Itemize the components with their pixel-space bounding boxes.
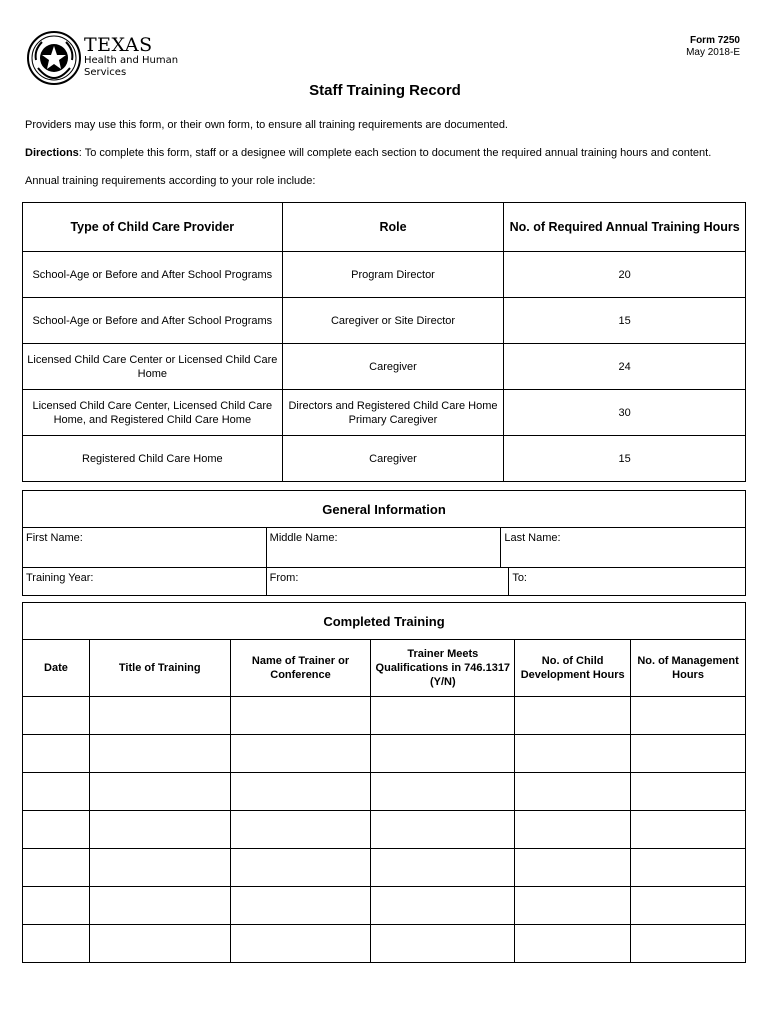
table-row <box>23 436 746 482</box>
directions-text: : To complete this form, staff or a designee will complete each section to document the required annual training hours and content. <box>78 147 712 159</box>
from-date-field[interactable]: From: <box>266 568 509 596</box>
table-row <box>23 298 746 344</box>
org-subname-2: Services <box>84 67 127 78</box>
child-development-hours-cell[interactable] <box>515 773 631 811</box>
header-training-title: Title of Training <box>89 640 230 697</box>
table-row <box>23 811 746 849</box>
header-date: Date <box>23 640 90 697</box>
date-cell[interactable] <box>23 735 90 773</box>
child-development-hours-cell[interactable] <box>515 697 631 735</box>
last-name-field[interactable]: Last Name: <box>501 528 746 568</box>
form-date: May 2018-E <box>686 47 740 58</box>
page-title: Staff Training Record <box>309 82 461 99</box>
hours-cell: 20 <box>504 252 746 298</box>
provider-type-cell: Licensed Child Care Center, Licensed Child Care Home, and Registered Child Care Home <box>23 390 283 436</box>
qualifications-cell[interactable] <box>371 925 515 963</box>
general-information-table <box>22 490 746 596</box>
provider-type-cell: School-Age or Before and After School Programs <box>23 252 283 298</box>
table-row <box>23 849 746 887</box>
qualifications-cell[interactable] <box>371 849 515 887</box>
trainer-name-cell[interactable] <box>230 811 371 849</box>
management-hours-cell[interactable] <box>631 849 746 887</box>
directions-label: Directions <box>25 147 79 159</box>
management-hours-cell[interactable] <box>631 735 746 773</box>
header-provider-type: Type of Child Care Provider <box>23 203 283 252</box>
provider-type-cell: Licensed Child Care Center or Licensed Child Care Home <box>23 344 283 390</box>
form-id <box>686 35 740 59</box>
role-cell: Caregiver <box>282 344 504 390</box>
management-hours-cell[interactable] <box>631 773 746 811</box>
training-title-cell[interactable] <box>89 887 230 925</box>
qualifications-cell[interactable] <box>371 697 515 735</box>
trainer-name-cell[interactable] <box>230 773 371 811</box>
role-cell: Program Director <box>282 252 504 298</box>
provider-type-cell: Registered Child Care Home <box>23 436 283 482</box>
hours-cell: 15 <box>504 298 746 344</box>
training-title-cell[interactable] <box>89 773 230 811</box>
training-title-cell[interactable] <box>89 925 230 963</box>
intro-line: Providers may use this form, or their own form, to ensure all training requirements are documented. <box>25 119 508 131</box>
date-cell[interactable] <box>23 925 90 963</box>
texas-seal-icon <box>26 30 82 86</box>
org-subname-1: Health and Human <box>84 55 179 66</box>
training-title-cell[interactable] <box>89 849 230 887</box>
training-title-cell[interactable] <box>89 735 230 773</box>
management-hours-cell[interactable] <box>631 925 746 963</box>
child-development-hours-cell[interactable] <box>515 925 631 963</box>
qualifications-cell[interactable] <box>371 887 515 925</box>
date-cell[interactable] <box>23 849 90 887</box>
management-hours-cell[interactable] <box>631 697 746 735</box>
hours-cell: 24 <box>504 344 746 390</box>
management-hours-cell[interactable] <box>631 887 746 925</box>
child-development-hours-cell[interactable] <box>515 811 631 849</box>
table-row <box>23 344 746 390</box>
qualifications-cell[interactable] <box>371 735 515 773</box>
table-row <box>23 773 746 811</box>
completed-training-table <box>22 602 746 963</box>
table-row <box>23 252 746 298</box>
header-trainer-name: Name of Trainer or Conference <box>230 640 371 697</box>
trainer-name-cell[interactable] <box>230 925 371 963</box>
role-cell: Caregiver <box>282 436 504 482</box>
child-development-hours-cell[interactable] <box>515 849 631 887</box>
date-cell[interactable] <box>23 811 90 849</box>
general-information-title: General Information <box>23 491 746 528</box>
management-hours-cell[interactable] <box>631 811 746 849</box>
training-year-field[interactable]: Training Year: <box>23 568 267 596</box>
trainer-name-cell[interactable] <box>230 887 371 925</box>
table-row <box>23 925 746 963</box>
header-required-hours: No. of Required Annual Training Hours <box>504 203 746 252</box>
table-header-row <box>23 203 746 252</box>
date-cell[interactable] <box>23 773 90 811</box>
training-title-cell[interactable] <box>89 811 230 849</box>
child-development-hours-cell[interactable] <box>515 887 631 925</box>
requirements-intro: Annual training requirements according to your role include: <box>25 175 316 187</box>
trainer-name-cell[interactable] <box>230 849 371 887</box>
header-management-hours: No. of Management Hours <box>631 640 746 697</box>
first-name-field[interactable]: First Name: <box>23 528 267 568</box>
table-row <box>23 390 746 436</box>
middle-name-field[interactable]: Middle Name: <box>266 528 501 568</box>
provider-type-cell: School-Age or Before and After School Programs <box>23 298 283 344</box>
child-development-hours-cell[interactable] <box>515 735 631 773</box>
role-cell: Caregiver or Site Director <box>282 298 504 344</box>
training-title-cell[interactable] <box>89 697 230 735</box>
requirements-table <box>22 202 746 482</box>
qualifications-cell[interactable] <box>371 773 515 811</box>
table-row <box>23 697 746 735</box>
date-cell[interactable] <box>23 697 90 735</box>
hhs-logo <box>26 30 181 90</box>
trainer-name-cell[interactable] <box>230 735 371 773</box>
directions <box>25 147 711 159</box>
form-number: Form 7250 <box>689 35 740 46</box>
to-date-field[interactable]: To: <box>509 568 746 596</box>
header-role: Role <box>282 203 504 252</box>
header-trainer-qualifications: Trainer Meets Qualifications in 746.1317 (Y/N) <box>371 640 515 697</box>
role-cell: Directors and Registered Child Care Home Primary Caregiver <box>282 390 504 436</box>
hours-cell: 30 <box>504 390 746 436</box>
table-row <box>23 887 746 925</box>
hours-cell: 15 <box>504 436 746 482</box>
trainer-name-cell[interactable] <box>230 697 371 735</box>
org-name: TEXAS <box>84 34 153 56</box>
table-row <box>23 735 746 773</box>
header-child-development-hours: No. of Child Development Hours <box>515 640 631 697</box>
qualifications-cell[interactable] <box>371 811 515 849</box>
date-cell[interactable] <box>23 887 90 925</box>
completed-training-title: Completed Training <box>23 603 746 640</box>
